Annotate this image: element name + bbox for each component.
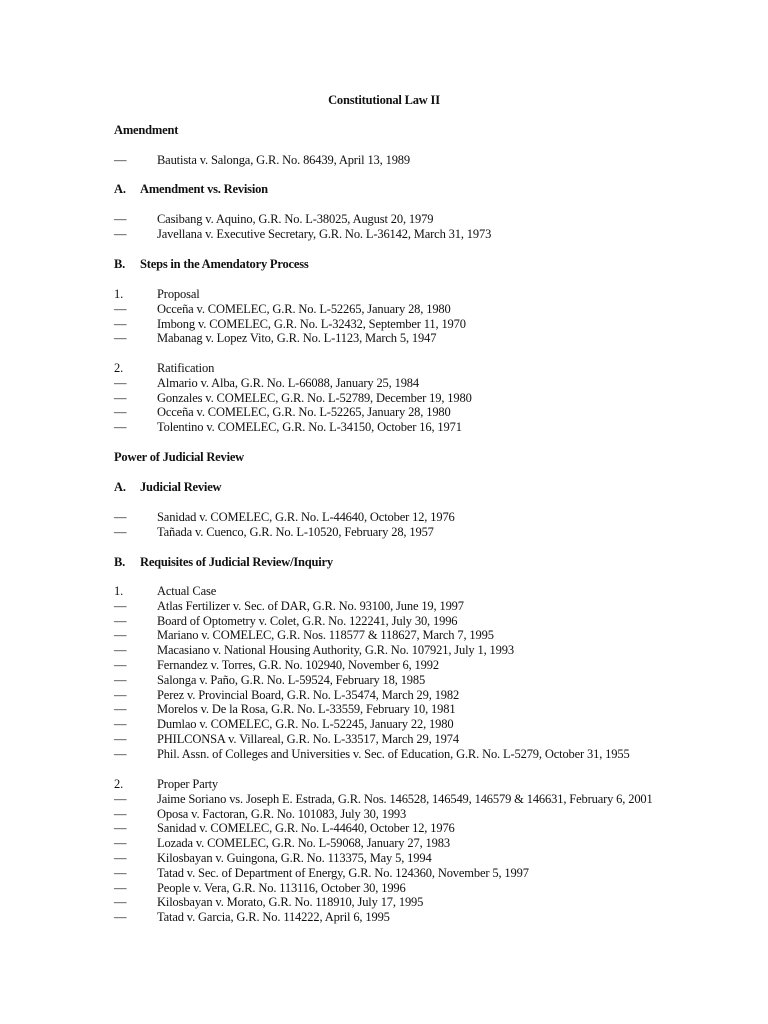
list-marker: —: [114, 910, 127, 925]
case-citation: Casibang v. Aquino, G.R. No. L-38025, August 20, 1979: [157, 212, 434, 226]
list-marker: —: [114, 153, 127, 167]
list-item: [114, 777, 734, 792]
case-citation: Tatad v. Sec. of Department of Energy, G.R. No. 124360, November 5, 1997: [157, 865, 529, 880]
list-marker: —: [114, 806, 127, 821]
case-citation: Dumlao v. COMELEC, G.R. No. L-52245, January 22, 1980: [157, 717, 454, 732]
list-marker: —: [114, 420, 127, 435]
list-marker: —: [114, 791, 127, 806]
section-heading: [114, 450, 734, 465]
list-marker: —: [114, 880, 127, 895]
section-requisites: [114, 555, 734, 570]
case-citation: Javellana v. Executive Secretary, G.R. No. L-36142, March 31, 1973: [157, 226, 492, 241]
section-judicial-review-power: [114, 450, 734, 465]
heading-text: Amendment vs. Revision: [140, 182, 268, 196]
list-marker: —: [114, 895, 127, 910]
case-citation: Phil. Assn. of Colleges and Universities v. Sec. of Education, G.R. No. L-5279, October 31, 1955: [157, 746, 630, 761]
list-marker: —: [114, 643, 127, 658]
list-item: [114, 317, 734, 332]
case-list: [114, 510, 734, 540]
list-item: [114, 584, 734, 599]
subheading-actual-case: Actual Case: [157, 584, 217, 598]
case-citation: PHILCONSA v. Villareal, G.R. No. L-33517, March 29, 1974: [157, 731, 459, 746]
list-marker: —: [114, 390, 127, 405]
list-item: [114, 717, 734, 732]
section-amendment: [114, 123, 734, 138]
list-marker: —: [114, 850, 127, 865]
section-amendment-vs-revision: [114, 182, 734, 197]
list-item: [114, 732, 734, 747]
list-marker: 2.: [114, 777, 124, 791]
list-marker: —: [114, 821, 127, 836]
case-citation: Oposa v. Factoran, G.R. No. 101083, July 30, 1993: [157, 806, 407, 821]
list-marker: 1.: [114, 584, 124, 598]
list-item: [114, 866, 734, 881]
case-citation: Imbong v. COMELEC, G.R. No. L-32432, September 11, 1970: [157, 316, 466, 331]
list-marker: —: [114, 628, 127, 643]
case-list: [114, 361, 734, 435]
list-marker: —: [114, 702, 127, 717]
list-marker: —: [114, 510, 127, 524]
list-item: [114, 658, 734, 673]
list-item: [114, 688, 734, 703]
list-marker: —: [114, 657, 127, 672]
case-citation: Occeña v. COMELEC, G.R. No. L-52265, January 28, 1980: [157, 301, 451, 316]
list-marker: —: [114, 405, 127, 420]
list-marker: 2.: [114, 361, 124, 375]
case-citation: Almario v. Alba, G.R. No. L-66088, January 25, 1984: [157, 375, 419, 390]
case-citation: Mabanag v. Lopez Vito, G.R. No. L-1123, March 5, 1947: [157, 331, 437, 346]
case-citation: Macasiano v. National Housing Authority, G.R. No. 107921, July 1, 1993: [157, 643, 514, 658]
heading-text: Steps in the Amendatory Process: [140, 257, 309, 271]
case-citation: Bautista v. Salonga, G.R. No. 86439, April 13, 1989: [157, 153, 410, 167]
list-item: [114, 836, 734, 851]
subheading-proposal: Proposal: [157, 287, 200, 301]
list-item: [114, 807, 734, 822]
list-marker: —: [114, 375, 127, 390]
list-item: [114, 821, 734, 836]
list-item: [114, 702, 734, 717]
case-citation: Gonzales v. COMELEC, G.R. No. L-52789, December 19, 1980: [157, 390, 472, 405]
section-amendatory-steps: [114, 257, 734, 272]
section-heading: [114, 182, 734, 197]
list-item: [114, 895, 734, 910]
list-item: [114, 376, 734, 391]
case-citation: Mariano v. COMELEC, G.R. Nos. 118577 & 118627, March 7, 1995: [157, 628, 494, 643]
list-marker: —: [114, 301, 127, 316]
case-citation: Morelos v. De la Rosa, G.R. No. L-33559, February 10, 1981: [157, 702, 456, 717]
case-list: [114, 153, 734, 168]
list-item: [114, 851, 734, 866]
list-item: [114, 287, 734, 302]
list-item: [114, 391, 734, 406]
list-marker: —: [114, 717, 127, 732]
list-marker: —: [114, 731, 127, 746]
case-citation: Tolentino v. COMELEC, G.R. No. L-34150, October 16, 1971: [157, 420, 462, 435]
case-citation: Tañada v. Cuenco, G.R. No. L-10520, February 28, 1957: [157, 524, 434, 539]
heading-letter: A.: [114, 182, 126, 196]
list-item: [114, 227, 734, 242]
case-citation: Kilosbayan v. Guingona, G.R. No. 113375, May 5, 1994: [157, 850, 432, 865]
list-marker: —: [114, 598, 127, 613]
case-list: [114, 777, 734, 925]
list-marker: —: [114, 613, 127, 628]
case-list: [114, 212, 734, 242]
list-marker: —: [114, 212, 127, 226]
list-marker: 1.: [114, 287, 124, 301]
list-marker: —: [114, 226, 127, 241]
case-citation: Perez v. Provincial Board, G.R. No. L-35474, March 29, 1982: [157, 687, 460, 702]
list-item: [114, 747, 734, 762]
list-marker: —: [114, 865, 127, 880]
list-item: [114, 212, 734, 227]
case-citation: Kilosbayan v. Morato, G.R. No. 118910, July 17, 1995: [157, 895, 424, 910]
list-item: [114, 792, 734, 807]
case-citation: Atlas Fertilizer v. Sec. of DAR, G.R. No. 93100, June 19, 1997: [157, 598, 464, 613]
case-citation: Occeña v. COMELEC, G.R. No. L-52265, January 28, 1980: [157, 405, 451, 420]
case-citation: Board of Optometry v. Colet, G.R. No. 122241, July 30, 1996: [157, 613, 458, 628]
list-item: [114, 361, 734, 376]
heading-text: Amendment: [114, 123, 179, 137]
case-citation: Salonga v. Paño, G.R. No. L-59524, February 18, 1985: [157, 672, 426, 687]
case-citation: Lozada v. COMELEC, G.R. No. L-59068, January 27, 1983: [157, 836, 450, 851]
list-item: [114, 525, 734, 540]
list-item: [114, 673, 734, 688]
list-marker: —: [114, 331, 127, 346]
case-citation: Sanidad v. COMELEC, G.R. No. L-44640, October 12, 1976: [157, 821, 455, 836]
list-item: [114, 420, 734, 435]
list-item: [114, 614, 734, 629]
subheading-proper-party: Proper Party: [157, 777, 219, 791]
heading-text: Power of Judicial Review: [114, 450, 245, 464]
case-citation: Jaime Soriano vs. Joseph E. Estrada, G.R. Nos. 146528, 146549, 146579 & 146631, February 6, 2001: [157, 791, 653, 806]
section-judicial-review: [114, 480, 734, 495]
list-item: [114, 153, 734, 168]
list-item: [114, 643, 734, 658]
list-item: [114, 405, 734, 420]
heading-letter: B.: [114, 555, 126, 569]
list-item: [114, 331, 734, 346]
case-list: [114, 584, 734, 762]
list-item: [114, 881, 734, 896]
list-marker: —: [114, 687, 127, 702]
list-marker: —: [114, 672, 127, 687]
list-marker: —: [114, 524, 127, 539]
subheading-ratification: Ratification: [157, 361, 215, 375]
case-citation: Tatad v. Garcia, G.R. No. 114222, April 6, 1995: [157, 910, 390, 925]
list-item: [114, 510, 734, 525]
section-heading: [114, 257, 734, 272]
list-marker: —: [114, 746, 127, 761]
list-item: [114, 302, 734, 317]
case-citation: People v. Vera, G.R. No. 113116, October 30, 1996: [157, 880, 406, 895]
document-title: Constitutional Law II: [328, 93, 440, 107]
list-marker: —: [114, 836, 127, 851]
section-heading: [114, 480, 734, 495]
section-heading: [114, 555, 734, 570]
list-item: [114, 599, 734, 614]
heading-text: Judicial Review: [140, 480, 222, 494]
section-heading: [114, 123, 734, 138]
case-citation: Fernandez v. Torres, G.R. No. 102940, November 6, 1992: [157, 657, 439, 672]
case-citation: Sanidad v. COMELEC, G.R. No. L-44640, October 12, 1976: [157, 510, 455, 524]
heading-text: Requisites of Judicial Review/Inquiry: [140, 555, 333, 569]
list-item: [114, 628, 734, 643]
list-marker: —: [114, 316, 127, 331]
case-list: [114, 287, 734, 346]
heading-letter: A.: [114, 480, 126, 494]
heading-letter: B.: [114, 257, 126, 271]
list-item: [114, 910, 734, 925]
